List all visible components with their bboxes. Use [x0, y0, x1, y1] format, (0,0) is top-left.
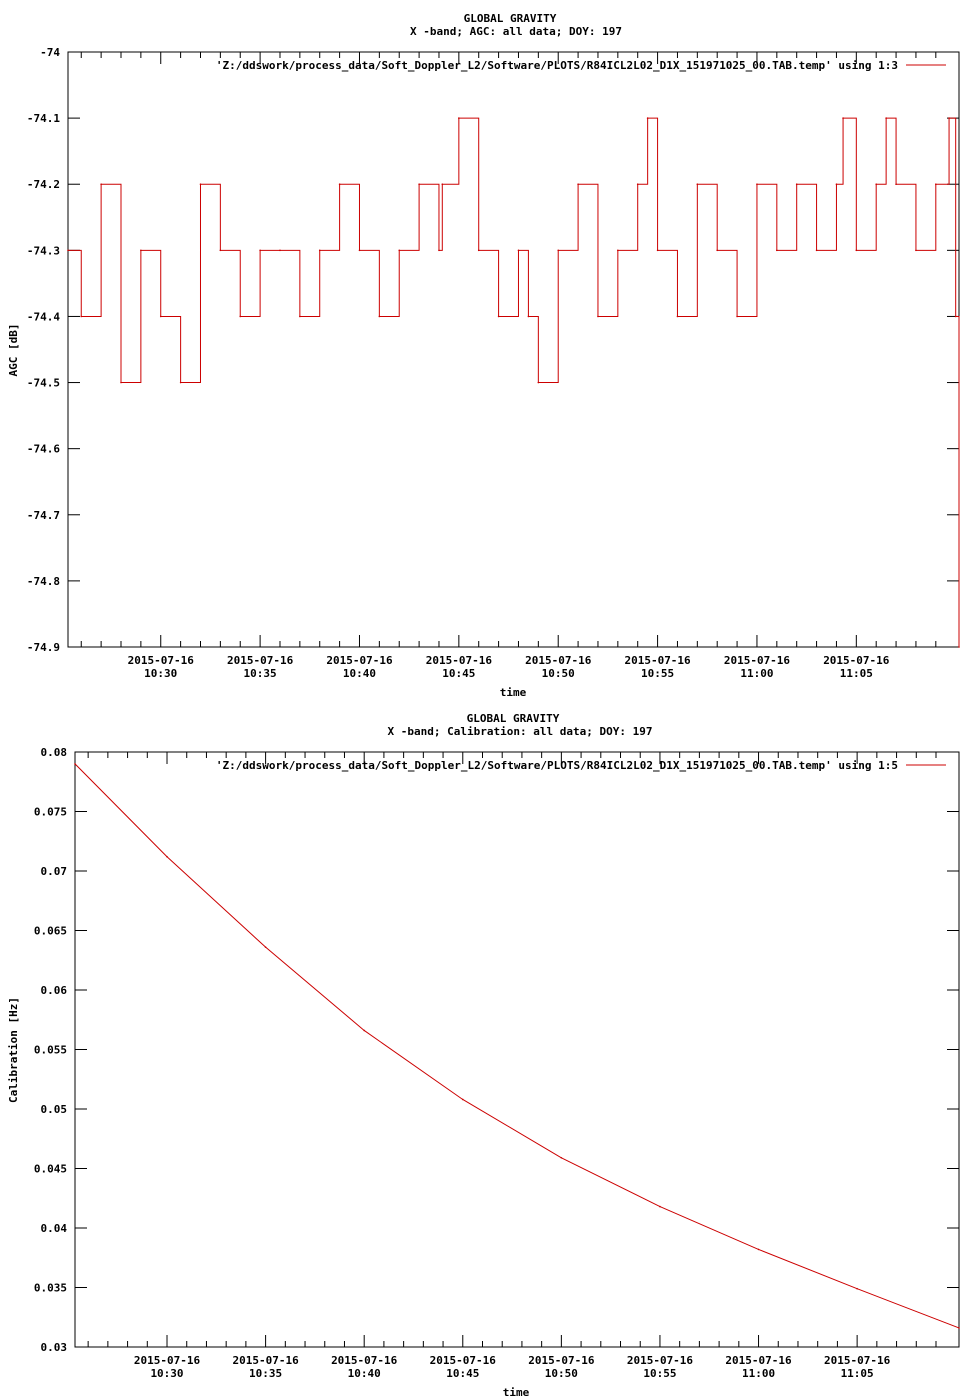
series-line [75, 764, 959, 1328]
y-axis-label: AGC [dB] [7, 323, 20, 377]
data-point [736, 316, 738, 318]
y-tick-label: -74.1 [26, 112, 60, 126]
y-tick-label: -74 [40, 46, 60, 59]
data-point [895, 183, 897, 185]
y-tick-label: -74.9 [26, 641, 60, 654]
data-point [637, 183, 639, 185]
data-point [756, 183, 758, 185]
data-point [647, 117, 649, 119]
x-tick-label-time: 10:35 [243, 667, 277, 680]
x-tick-label-date: 2015-07-16 [326, 654, 393, 667]
y-tick-label: 0.045 [33, 1162, 67, 1176]
data-point [498, 316, 500, 318]
data-point [140, 250, 142, 252]
chart-subtitle: X -band; Calibration: all data; DOY: 197 [387, 725, 653, 738]
x-tick-label-date: 2015-07-16 [824, 1354, 891, 1367]
data-point [166, 856, 168, 858]
data-point [836, 183, 838, 185]
chart-title: GLOBAL GRAVITY [463, 12, 557, 25]
data-point [935, 183, 937, 185]
x-tick-label-date: 2015-07-16 [127, 654, 194, 667]
data-point [239, 316, 241, 318]
data-point [577, 183, 579, 185]
data-point [958, 1327, 960, 1329]
data-point [80, 316, 82, 318]
y-tick-label: -74.7 [26, 508, 60, 522]
plot-frame [75, 752, 959, 1347]
plot-frame [68, 52, 959, 647]
data-point [617, 250, 619, 252]
data-point [697, 183, 699, 185]
x-tick-label-time: 11:05 [839, 667, 873, 680]
x-tick-label-date: 2015-07-16 [723, 654, 791, 667]
data-point [67, 250, 69, 252]
data-point [518, 250, 520, 252]
y-tick-label: 0.07 [40, 865, 67, 878]
x-axis-label: time [502, 1386, 530, 1399]
x-tick-label-date: 2015-07-16 [429, 1354, 496, 1367]
y-tick-label: 0.075 [33, 805, 67, 819]
x-tick-label-time: 10:30 [150, 1367, 184, 1380]
x-tick-label-date: 2015-07-16 [626, 1354, 694, 1367]
data-point [557, 250, 559, 252]
data-point [856, 1288, 858, 1290]
data-point [462, 1099, 464, 1101]
x-tick-label-date: 2015-07-16 [232, 1354, 299, 1367]
x-ticks [88, 752, 936, 1380]
x-tick-label-time: 10:55 [641, 667, 675, 680]
calibration-chart [7, 712, 960, 1399]
data-point [265, 946, 267, 948]
data-point [418, 183, 420, 185]
x-tick-label-date: 2015-07-16 [425, 654, 492, 667]
data-point [379, 316, 381, 318]
data-point [561, 1157, 563, 1159]
data-point [716, 250, 718, 252]
data-point [319, 250, 321, 252]
y-tick-label: 0.08 [40, 746, 67, 759]
y-tick-label: 0.055 [33, 1043, 67, 1057]
y-ticks [34, 746, 959, 1354]
x-tick-label-date: 2015-07-16 [525, 654, 592, 667]
data-point [200, 183, 202, 185]
y-axis-label: Calibration [Hz] [7, 997, 20, 1103]
data-point [958, 646, 960, 648]
x-tick-label-time: 10:50 [544, 1367, 578, 1380]
y-ticks [27, 46, 959, 654]
data-point [885, 117, 887, 119]
data-point [359, 250, 361, 252]
y-tick-label: 0.04 [40, 1222, 67, 1235]
x-axis-label: time [499, 686, 527, 699]
series-marks [67, 117, 960, 647]
y-tick-label: 0.06 [40, 984, 67, 997]
agc-chart [7, 12, 960, 699]
x-tick-label-date: 2015-07-16 [331, 1354, 398, 1367]
data-point [677, 316, 679, 318]
chart-title: GLOBAL GRAVITY [466, 712, 560, 725]
series-line [68, 118, 959, 647]
x-tick-label-time: 11:05 [840, 1367, 874, 1380]
data-point [441, 183, 443, 185]
x-tick-label-time: 10:50 [541, 667, 575, 680]
y-tick-label: -74.3 [26, 244, 60, 258]
x-tick-label-time: 10:30 [144, 667, 178, 680]
y-tick-label: -74.8 [26, 574, 60, 588]
data-point [915, 250, 917, 252]
x-tick-label-time: 10:55 [643, 1367, 677, 1380]
data-point [856, 250, 858, 252]
x-tick-label-date: 2015-07-16 [624, 654, 691, 667]
data-point [438, 250, 440, 252]
x-tick-label-date: 2015-07-16 [133, 1354, 201, 1367]
data-point [299, 316, 301, 318]
x-tick-label-time: 10:40 [347, 1367, 381, 1380]
data-point [528, 316, 530, 318]
x-tick-label-date: 2015-07-16 [226, 654, 294, 667]
data-point [220, 250, 222, 252]
data-point [478, 250, 480, 252]
data-point [363, 1030, 365, 1032]
data-point [74, 763, 76, 765]
data-point [657, 250, 659, 252]
x-tick-label-date: 2015-07-16 [823, 654, 890, 667]
y-tick-label: -74.5 [26, 376, 60, 390]
data-point [842, 117, 844, 119]
data-point [776, 250, 778, 252]
x-tick-label-date: 2015-07-16 [725, 1354, 792, 1367]
data-point [458, 117, 460, 119]
data-point [279, 250, 281, 252]
data-point [948, 117, 950, 119]
data-point [816, 250, 818, 252]
data-point [180, 382, 182, 384]
legend-label: 'Z:/ddswork/process_data/Soft_Doppler_L2/Software/PLOTS/R84ICL2L02_D1X_151971025_00.TAB.temp' using 1:5 [215, 759, 898, 772]
data-point [758, 1249, 760, 1251]
data-point [160, 316, 162, 318]
chart-subtitle: X -band; AGC: all data; DOY: 197 [410, 25, 622, 38]
data-point [875, 183, 877, 185]
y-tick-label: 0.05 [40, 1103, 67, 1116]
data-point [398, 250, 400, 252]
x-tick-label-time: 10:45 [442, 667, 476, 680]
x-ticks [81, 52, 936, 680]
data-point [538, 382, 540, 384]
data-point [339, 183, 341, 185]
y-tick-label: -74.2 [26, 178, 60, 192]
data-point [120, 382, 122, 384]
data-point [100, 183, 102, 185]
x-tick-label-time: 10:40 [342, 667, 377, 680]
data-point [955, 316, 957, 318]
x-tick-label-time: 11:00 [741, 1367, 776, 1380]
y-tick-label: 0.03 [40, 1341, 67, 1354]
data-point [597, 316, 599, 318]
data-point [259, 250, 261, 252]
data-point [659, 1206, 661, 1208]
legend-label: 'Z:/ddswork/process_data/Soft_Doppler_L2/Software/PLOTS/R84ICL2L02_D1X_151971025_00.TAB.temp' using 1:3 [215, 59, 898, 72]
y-tick-label: 0.035 [33, 1281, 67, 1295]
y-tick-label: -74.6 [26, 442, 60, 456]
x-tick-label-date: 2015-07-16 [528, 1354, 595, 1367]
x-tick-label-time: 10:35 [249, 1367, 283, 1380]
x-tick-label-time: 11:00 [740, 667, 774, 680]
y-tick-label: -74.4 [26, 310, 60, 324]
series-marks [74, 763, 960, 1329]
data-point [796, 183, 798, 185]
y-tick-label: 0.065 [33, 924, 67, 938]
x-tick-label-time: 10:45 [446, 1367, 480, 1380]
